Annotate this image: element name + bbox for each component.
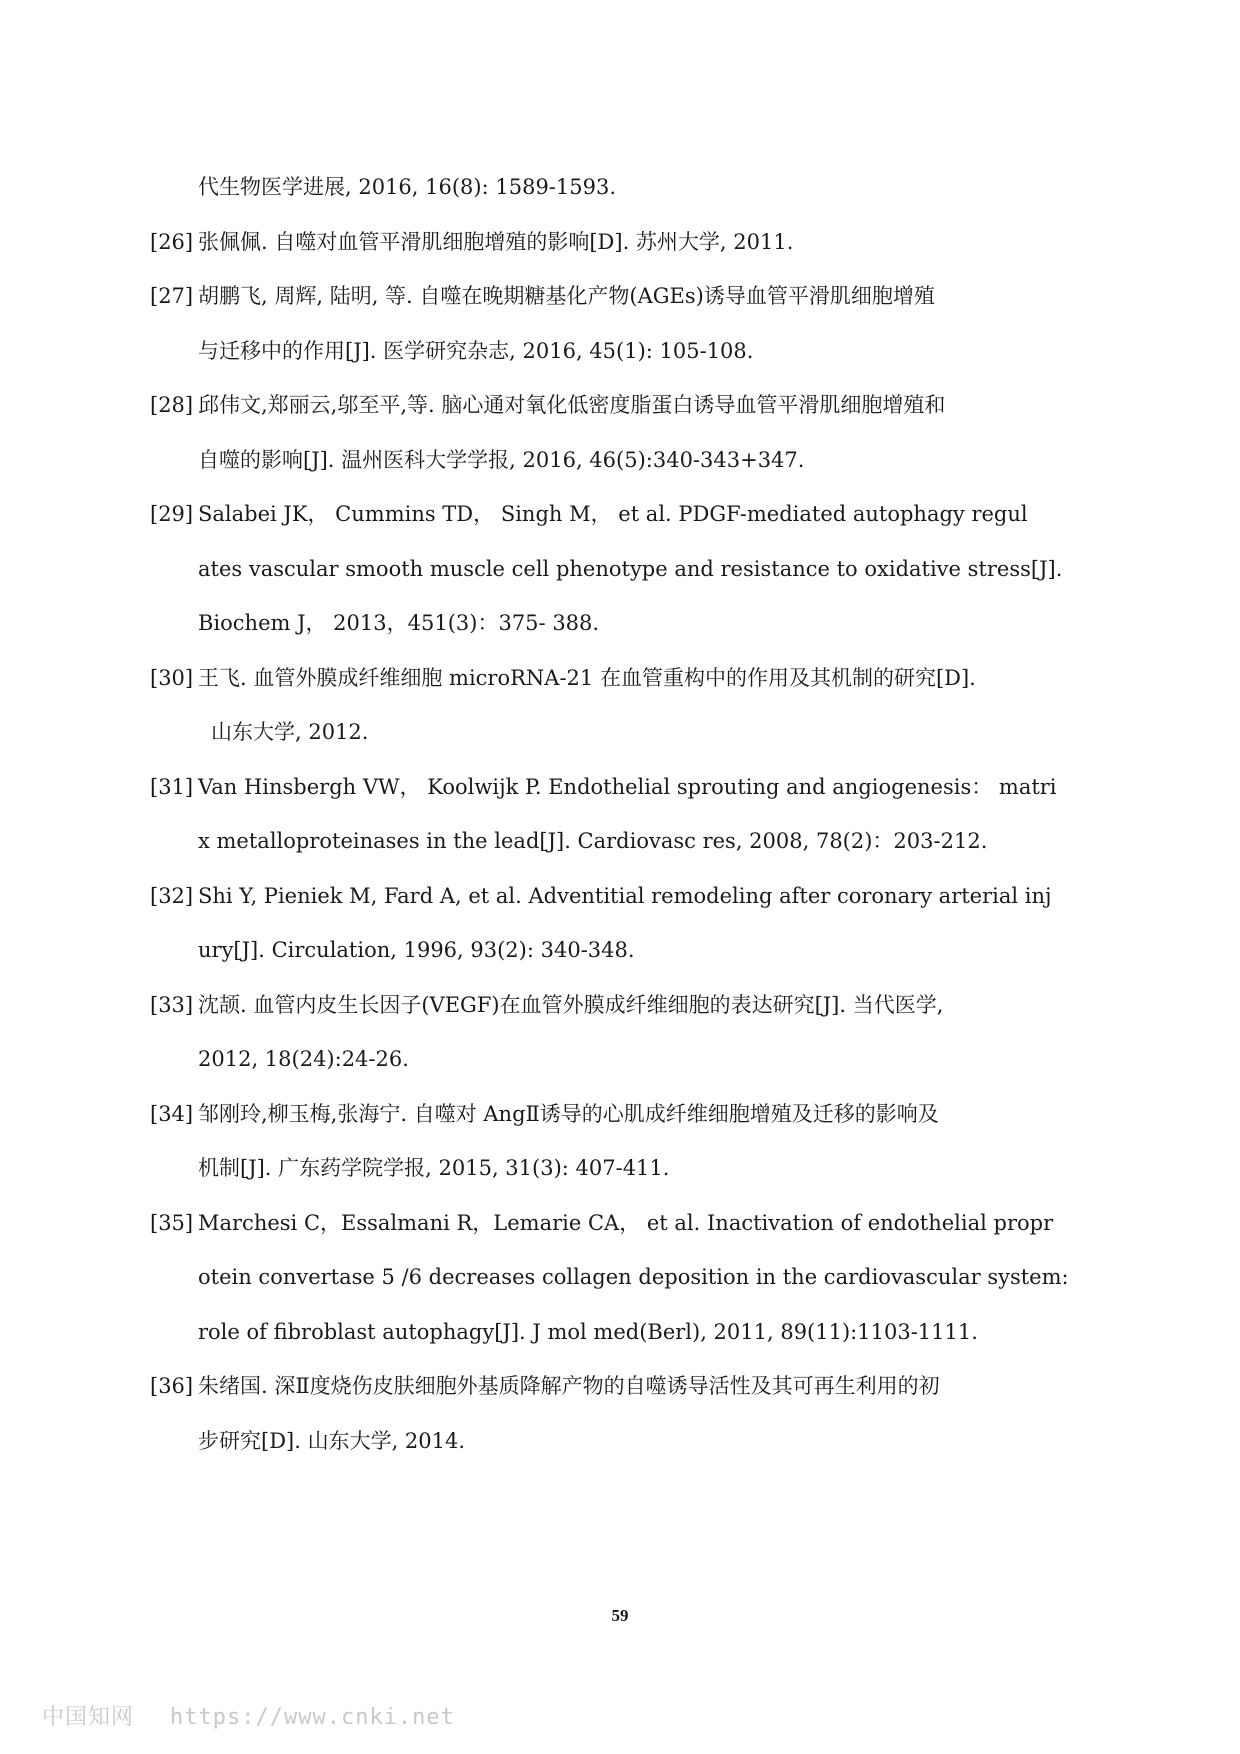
reference-text: 胡鹏飞, 周辉, 陆明, 等. 自噬在晚期糖基化产物(AGEs)诱导血管平滑肌细胞增殖 [198,284,935,308]
reference-text-continuation: role of fibroblast autophagy[J]. J mol med(Berl), 2011, 89(11):1103-1111. [198,1319,978,1344]
reference-number: [28] [150,393,194,417]
reference-number: [31] [150,774,194,799]
reference-item-30 [150,651,1100,706]
reference-text-continuation: otein convertase 5 /6 decreases collagen deposition in the cardiovascular system: [198,1265,1069,1289]
reference-text: 朱绪国. 深Ⅱ度烧伤皮肤细胞外基质降解产物的自噬诱导活性及其可再生利用的初 [198,1374,940,1398]
reference-item-35 [150,1196,1100,1251]
watermark-brand: 中国知网 [42,1705,135,1730]
reference-text: Van Hinsbergh VW， Koolwijk P. Endothelial sprouting and angiogenesis： matri [198,774,1057,799]
reference-number: [35] [150,1210,194,1235]
reference-text-continuation: 与迁移中的作用[J]. 医学研究杂志, 2016, 45(1): 105-108. [198,338,754,363]
reference-item-27 [150,269,1100,324]
reference-item-34 [150,1087,1100,1142]
watermark-url: https://www.cnki.net [170,1705,455,1730]
reference-text-continuation: 步研究[D]. 山东大学, 2014. [198,1428,466,1453]
reference-text-continuation: 2012, 18(24):24-26. [198,1047,409,1071]
reference-item-32 [150,869,1100,924]
reference-number: [26] [150,229,194,254]
reference-continuation: 代生物医学进展, 2016, 16(8): 1589-1593. [198,175,617,199]
reference-text-continuation: Biochem J， 2013，451(3)：375- 388. [198,611,600,635]
reference-text: Marchesi C，Essalmani R，Lemarie CA， et al. Inactivation of endothelial propr [198,1210,1054,1235]
reference-item-36 [150,1359,1100,1414]
reference-number: [36] [150,1374,194,1398]
reference-item-33 [150,978,1100,1033]
reference-number: [32] [150,883,194,908]
reference-number: [30] [150,665,194,690]
reference-text: 王飞. 血管外膜成纤维细胞 microRNA-21 在血管重构中的作用及其机制的研究[D]. [198,665,976,690]
reference-number: [29] [150,502,194,526]
reference-text-continuation: 机制[J]. 广东药学院学报, 2015, 31(3): 407-411. [198,1156,670,1180]
reference-text: 邹刚玲,柳玉梅,张海宁. 自噬对 AngⅡ诱导的心肌成纤维细胞增殖及迁移的影响及 [198,1101,939,1126]
reference-text: 张佩佩. 自噬对血管平滑肌细胞增殖的影响[D]. 苏州大学, 2011. [198,229,794,254]
reference-text-continuation: ates vascular smooth muscle cell phenotype and resistance to oxidative stress[J]. [198,556,1063,581]
reference-list [150,160,1100,1468]
reference-item-29 [150,487,1100,542]
reference-text: 沈颉. 血管内皮生长因子(VEGF)在血管外膜成纤维细胞的表达研究[J]. 当代医学, [198,992,944,1017]
reference-number: [34] [150,1101,194,1126]
reference-item-28 [150,378,1100,433]
reference-text-continuation: ury[J]. Circulation, 1996, 93(2): 340-348. [198,938,635,962]
reference-item-26 [150,215,1100,270]
reference-text-continuation: x metalloproteinases in the lead[J]. Cardiovasc res, 2008, 78(2)：203-212. [198,829,988,853]
reference-number: [27] [150,284,194,308]
reference-number: [33] [150,992,194,1017]
watermark [42,1700,455,1731]
reference-text-continuation: 自噬的影响[J]. 温州医科大学学报, 2016, 46(5):340-343+347. [198,447,805,472]
reference-item-31 [150,760,1100,815]
reference-text: Salabei JK， Cummins TD， Singh M， et al. PDGF-mediated autophagy regul [198,502,1028,526]
reference-text-continuation: 山东大学, 2012. [211,720,369,744]
reference-text: Shi Y, Pieniek M, Fard A, et al. Adventitial remodeling after coronary arterial inj [198,883,1052,908]
page-number: 59 [611,1606,629,1625]
reference-text: 邱伟文,郑丽云,邬至平,等. 脑心通对氧化低密度脂蛋白诱导血管平滑肌细胞增殖和 [198,393,946,417]
